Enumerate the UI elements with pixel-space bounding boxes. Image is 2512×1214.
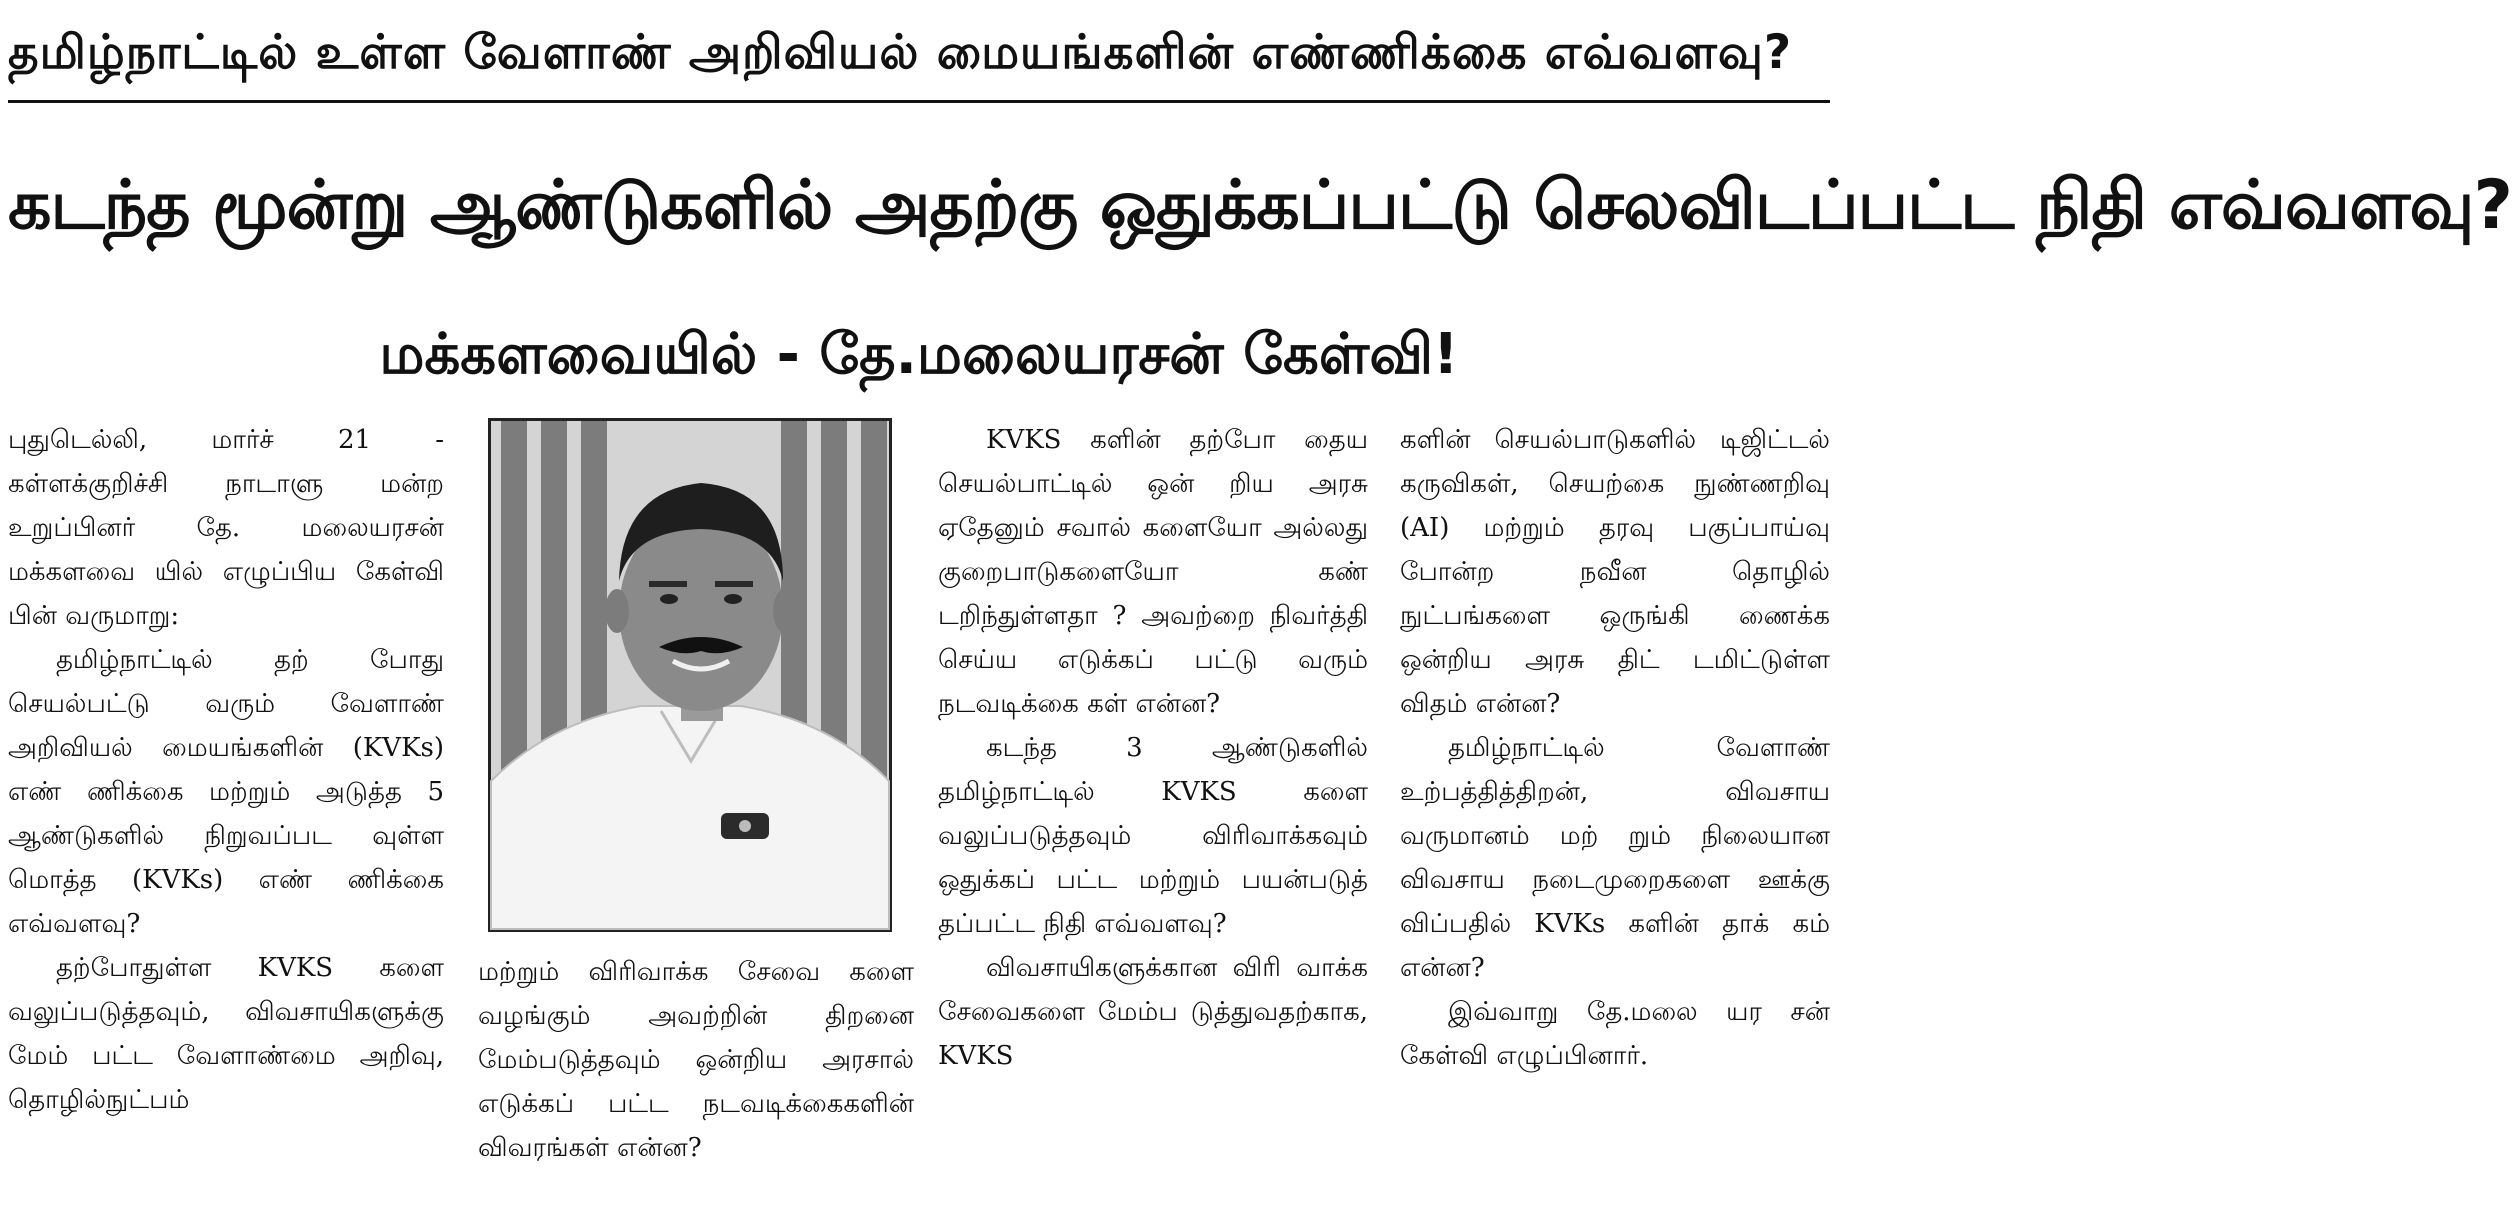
article-column-2 [478, 950, 914, 1170]
paragraph: விவசாயிகளுக்கான விரி வாக்க சேவைகளை மேம்ப டுத்துவதற்காக, KVKS [938, 953, 1368, 1071]
paragraph: தமிழ்நாட்டில் வேளாண் உற்பத்தித்திறன், விவசாய வருமானம் மற் றும் நிலையான விவசாய நடைமுறைகளை ஊக்கு விப்பதில் KVKs களின் தாக் கம் என்ன? [1400, 733, 1830, 983]
article-column-3 [938, 418, 1368, 1078]
article-column-4 [1400, 418, 1830, 1078]
main-headline: கடந்த மூன்று ஆண்டுகளில் அதற்கு ஒதுக்கப்பட்டு செலவிடப்பட்ட நிதி எவ்வளவு? [8, 166, 2512, 245]
article-column-1 [8, 418, 444, 1122]
kicker-headline: தமிழ்நாட்டில் உள்ள வேளாண் அறிவியல் மையங்களின் எண்ணிக்கை எவ்வளவு? [8, 6, 1830, 103]
paragraph: தமிழ்நாட்டில் தற் போது செயல்பட்டு வரும் வேளாண் அறிவியல் மையங்களின் (KVKs) எண் ணிக்கை மற்றும் அடுத்த 5 ஆண்டுகளில் நிறுவப்பட வுள்ள மொத்த (KVKs) எண் ணிக்கை எவ்வளவு? [8, 645, 444, 939]
paragraph: KVKS களின் தற்போ தைய செயல்பாட்டில் ஒன் றிய அரசு ஏதேனும் சவால் களையோ அல்லது குறைபாடுகளையோ கண் டறிந்துள்ளதா ? அவற்றை நிவர்த்தி செய்ய எடுக்கப் பட்டு வரும் நடவடிக்கை கள் என்ன? [938, 425, 1368, 719]
sub-headline: மக்களவையில் - தே.மலையரசன் கேள்வி! [379, 322, 1459, 387]
paragraph: இவ்வாறு தே.மலை யர சன் கேள்வி எழுப்பினார். [1400, 997, 1830, 1071]
paragraph: தற்போதுள்ள KVKS களை வலுப்படுத்தவும், விவசாயிகளுக்கு மேம் பட்ட வேளாண்மை அறிவு, தொழில்நுட்பம் [8, 953, 444, 1115]
paragraph: களின் செயல்பாடுகளில் டிஜிட்டல் கருவிகள், செயற்கை நுண்ணறிவு (AI) மற்றும் தரவு பகுப்பாய்வு போன்ற நவீன தொழில் நுட்பங்களை ஒருங்கி ணைக்க ஒன்றிய அரசு திட் டமிட்டுள்ள விதம் என்ன? [1400, 425, 1830, 719]
portrait-photo [488, 418, 892, 932]
paragraph: புதுடெல்லி, மார்ச் 21 - கள்ளக்குறிச்சி நாடாளு மன்ற உறுப்பினர் தே. மலையரசன் மக்களவை யில் எழுப்பிய கேள்வி பின் வருமாறு: [8, 425, 444, 631]
portrait-illustration [491, 421, 889, 929]
paragraph: மற்றும் விரிவாக்க சேவை களை வழங்கும் அவற்றின் திறனை மேம்படுத்தவும் ஒன்றிய அரசால் எடுக்கப் பட்ட நடவடிக்கைகளின் விவரங்கள் என்ன? [478, 957, 914, 1163]
paragraph: கடந்த 3 ஆண்டுகளில் தமிழ்நாட்டில் KVKS களை வலுப்படுத்தவும் விரிவாக்கவும் ஒதுக்கப் பட்ட மற்றும் பயன்படுத் தப்பட்ட நிதி எவ்வளவு? [938, 733, 1368, 939]
